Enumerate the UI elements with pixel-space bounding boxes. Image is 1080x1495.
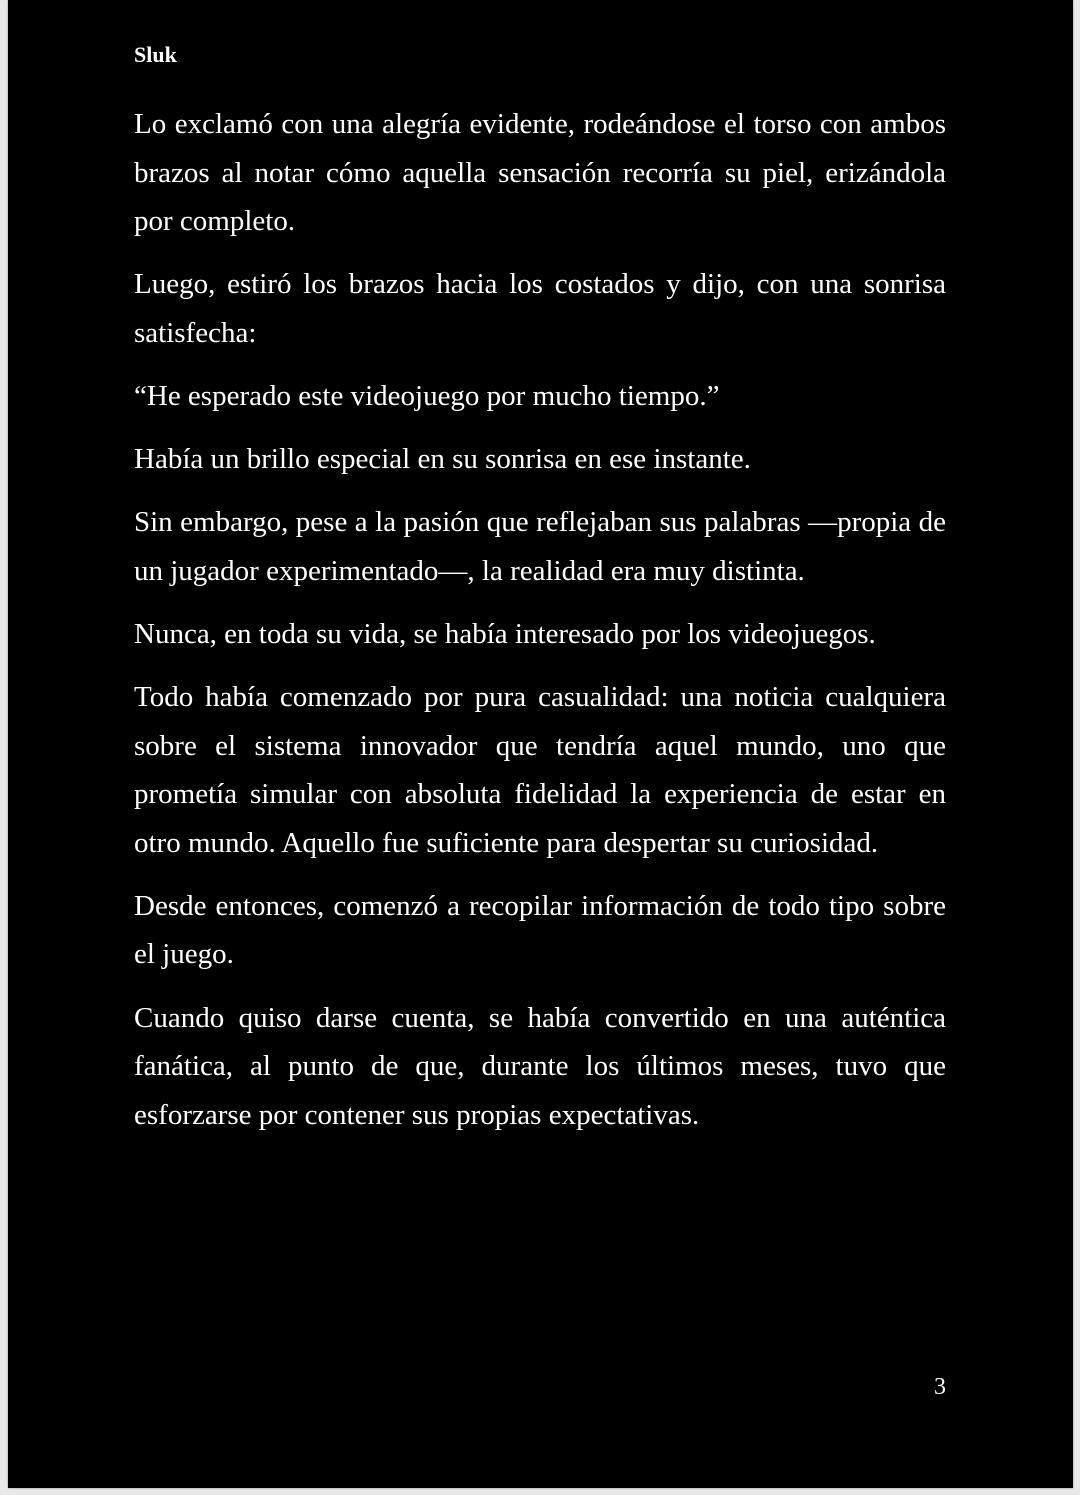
paragraph-6: Nunca, en toda su vida, se había interesado por los videojuegos. bbox=[134, 617, 876, 650]
paragraph-8: Desde entonces, comenzó a recopilar información de todo tipo sobre el juego. bbox=[134, 889, 946, 971]
paragraph-9: Cuando quiso darse cuenta, se había convertido en una auténtica fanática, al punto de que, durante los últimos meses, tuvo que esforzarse por contener sus propias expectativas. bbox=[134, 1001, 946, 1131]
running-header-author: Sluk bbox=[134, 42, 177, 67]
paragraph-3: “He esperado este videojuego por mucho tiempo.” bbox=[134, 379, 720, 412]
document-page bbox=[8, 0, 1073, 1488]
page-number: 3 bbox=[934, 1374, 946, 1400]
paragraph-1: Lo exclamó con una alegría evidente, rodeándose el torso con ambos brazos al notar cómo aquella sensación recorría su piel, erizándola por completo. bbox=[134, 108, 946, 238]
paragraph-4: Había un brillo especial en su sonrisa en ese instante. bbox=[134, 443, 751, 476]
paragraph-2: Luego, estiró los brazos hacia los costados y dijo, con una sonrisa satisfecha: bbox=[134, 268, 946, 349]
paragraph-5: Sin embargo, pese a la pasión que reflejaban sus palabras —propia de un jugador experimentado—, la realidad era muy distinta. bbox=[134, 506, 946, 587]
paragraph-7: Todo había comenzado por pura casualidad: una noticia cualquiera sobre el sistema innovador que tendría aquel mundo, uno que prometía simular con absoluta fidelidad la experiencia de estar en otro mundo. Aquello fue suficiente para despertar su curiosidad. bbox=[134, 680, 946, 859]
body-text bbox=[134, 100, 946, 1154]
